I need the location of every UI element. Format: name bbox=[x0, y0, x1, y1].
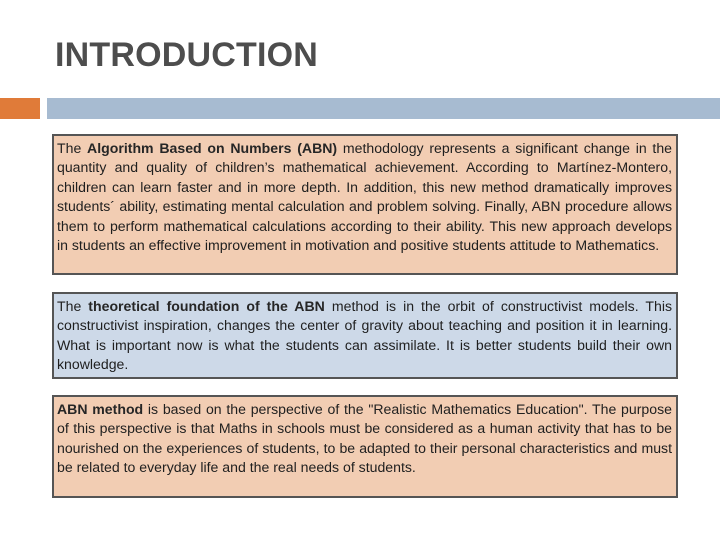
realistic-math-body: is based on the perspective of the "Realistic Mathematics Education". The purpose of this perspective is that Maths in schools must be considered as a human activity that has to be nourished on the experiences of students, to be adapted to their personal characteristics and must be related to everyday life and the real needs of students. bbox=[57, 401, 672, 476]
realistic-math-highlight: ABN method bbox=[57, 401, 144, 417]
abn-description-body: methodology represents a significant change in the quantity and quality of children’s mathematical achievement. According to Martínez-Montero, children can learn faster and in more depth. In addition, this new method dramatically improves students´ ability, estimating mental calculation and problem solving. Finally, ABN procedure allows them to perform mathematical calculations according to their ability. This new approach develops in students an effective improvement in motivation and positive students attitude to Mathematics. bbox=[57, 140, 673, 254]
realistic-math-box bbox=[52, 395, 678, 498]
accent-bar-orange bbox=[0, 98, 40, 119]
theoretical-foundation-box bbox=[52, 292, 678, 379]
abn-description-highlight: Algorithm Based on Numbers (ABN) bbox=[87, 140, 338, 156]
abn-description-prefix: The bbox=[57, 140, 88, 156]
theoretical-foundation-prefix: The bbox=[57, 298, 89, 314]
realistic-math-text bbox=[57, 400, 672, 478]
theoretical-foundation-text bbox=[57, 297, 672, 375]
theoretical-foundation-body: method is in the orbit of constructivist models. This constructivist inspiration, changes the center of gravity about teaching and position it in learning. What is important now is what the students can assimilate. It is better students build their own knowledge. bbox=[57, 298, 673, 373]
theoretical-foundation-highlight: theoretical foundation of the ABN bbox=[88, 298, 325, 314]
slide-title: INTRODUCTION bbox=[55, 36, 319, 74]
abn-description-box bbox=[52, 134, 678, 275]
abn-description-text bbox=[57, 139, 672, 255]
accent-bar-blue bbox=[47, 98, 720, 119]
